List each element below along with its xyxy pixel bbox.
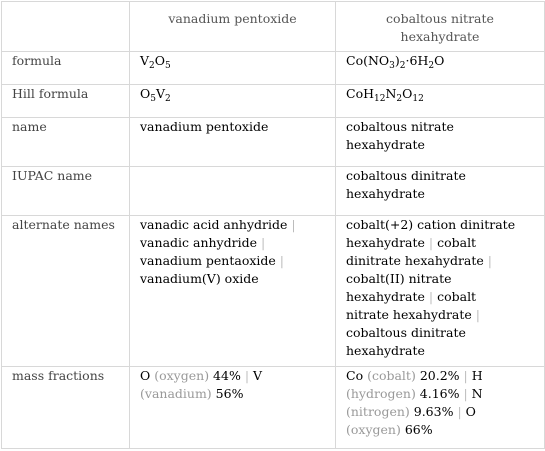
row-label: IUPAC name: [2, 167, 130, 216]
header-row: [2, 2, 545, 52]
formula-value-b: $Co(NO_3)_2\cdot 6H_2O$: [336, 52, 545, 85]
column-header-cobaltous-nitrate: [336, 2, 545, 52]
row-label: name: [2, 118, 130, 167]
row-iupac-name: [2, 167, 545, 216]
column-header-text: cobaltous nitrate hexahydrate: [386, 11, 494, 44]
mass-fractions-a: O (oxygen) 44% | V (vanadium) 56%: [130, 367, 336, 449]
hill-formula-value-a: $O_5V_2$: [130, 85, 336, 118]
iupac-line: cobaltous dinitrate: [346, 168, 466, 183]
row-formula: [2, 52, 545, 85]
row-label: Hill formula: [2, 85, 130, 118]
alternate-names-b: cobalt(+2) cation dinitrate hexahydrate | cobalt dinitrate hexahydrate | cobalt(II) nitrate hexahydrate | cobalt nitrate hexahydrate | cobaltous dinitrate hexahydrate: [336, 216, 545, 367]
name-line: hexahydrate: [346, 137, 425, 152]
iupac-line: hexahydrate: [346, 186, 425, 201]
row-mass-fractions: [2, 367, 545, 449]
iupac-value-a: [130, 167, 336, 216]
iupac-value-b: [336, 167, 545, 216]
row-alternate-names: [2, 216, 545, 367]
alternate-names-a: vanadic acid anhydride | vanadic anhydride | vanadium pentaoxide | vanadium(V) oxide: [130, 216, 336, 367]
row-label: formula: [2, 52, 130, 85]
corner-cell: [2, 2, 130, 52]
column-header-vanadium-pentoxide: vanadium pentoxide: [130, 2, 336, 52]
row-label: alternate names: [2, 216, 130, 367]
hill-formula-value-b: $CoH_{12}N_2O_{12}$: [336, 85, 545, 118]
row-name: [2, 118, 545, 167]
name-line: cobaltous nitrate: [346, 119, 454, 134]
properties-table: [1, 1, 545, 449]
formula-value-a: $V_2O_5$: [130, 52, 336, 85]
row-label: mass fractions: [2, 367, 130, 449]
row-hill-formula: [2, 85, 545, 118]
name-value-b: [336, 118, 545, 167]
name-value-a: vanadium pentoxide: [130, 118, 336, 167]
mass-fractions-b: Co (cobalt) 20.2% | H (hydrogen) 4.16% | N (nitrogen) 9.63% | O (oxygen) 66%: [336, 367, 545, 449]
